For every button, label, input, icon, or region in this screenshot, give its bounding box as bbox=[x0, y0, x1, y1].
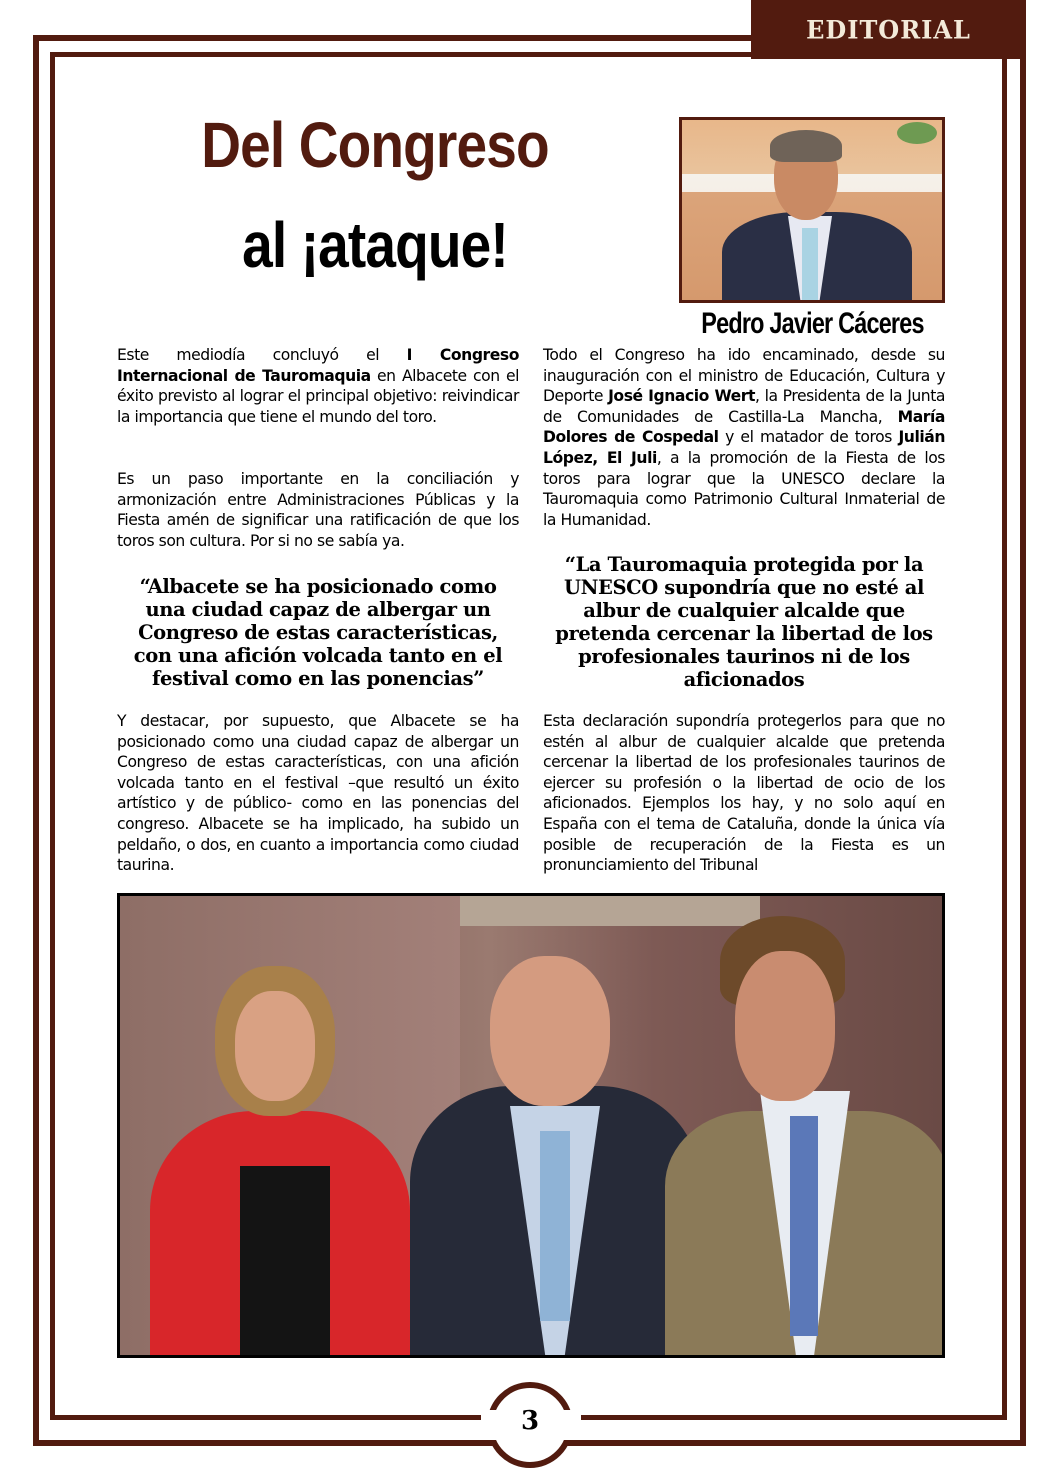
text: Todo el Congreso ha ido encaminado, desde su inauguración con el ministro de Educación, Cultura y Deporte bbox=[543, 346, 945, 406]
left-paragraph-3 bbox=[117, 711, 519, 876]
author-portrait bbox=[679, 117, 945, 303]
photo-woman-face bbox=[235, 991, 315, 1101]
right-paragraph-1 bbox=[543, 345, 945, 530]
left-paragraph-2 bbox=[117, 469, 519, 551]
photo-tie-center bbox=[540, 1131, 570, 1321]
text: Es un paso importante en la conciliación y armonización entre Administraciones Públicas y la Fiesta amén de significar una ratificación de que los toros son cultura. Por si no se sabía ya. bbox=[117, 470, 519, 550]
headline-line-1: Del Congreso bbox=[201, 109, 549, 181]
text: en Albacete con el éxito previsto al lograr el principal objetivo: reivindicar la importancia que tiene el mundo del toro. bbox=[117, 366, 519, 426]
text: , a la promoción de la Fiesta de los toros para lograr que la UNESCO declare la Tauromaquia como Patrimonio Cultural Inmaterial de la Humanidad. bbox=[543, 448, 945, 529]
headline-line-2: al ¡ataque! bbox=[242, 209, 508, 281]
pull-quote-left: “Albacete se ha posicionado como una ciudad capaz de albergar un Congreso de estas características, con una afición volcada tanto en el festival como en las ponencias” bbox=[133, 575, 503, 690]
portrait-tie bbox=[802, 228, 818, 303]
left-paragraph-1 bbox=[117, 345, 519, 427]
text: , la Presidenta de la Junta de Comunidades de Castilla-La Mancha, bbox=[543, 387, 945, 426]
text: Esta declaración supondría protegerlos para que no estén al albur de cualquier alcalde que pretenda cercenar la libertad de los profesionales taurinos de ejercer su profesión o la libertad de ocio de los aficionados. Ejemplos los hay, y no solo aquí en España con el tema de Cataluña, donde la única vía posible de recuperación de la Fiesta es un pronunciamiento del Tribunal bbox=[543, 712, 945, 875]
text: Y destacar, por supuesto, que Albacete se ha posicionado como una ciudad capaz de albergar un Congreso de estas características, con una afición volcada tanto en el festival –que resultó un éxito artístico y de público- como en las ponencias del congreso. Albacete se ha implicado, ha subido un peldaño, o dos, en cuanto a importancia como ciudad taurina. bbox=[117, 712, 519, 875]
photo-tie-right bbox=[790, 1116, 818, 1336]
bold-name-el-juli: Julián López, El Juli bbox=[543, 428, 945, 467]
right-paragraph-2 bbox=[543, 711, 945, 876]
section-tab bbox=[751, 0, 1026, 59]
bold-name-cospedal: María Dolores de Cospedal bbox=[543, 407, 945, 447]
photo-man-center-face bbox=[490, 956, 610, 1106]
main-photo bbox=[117, 893, 945, 1358]
portrait-hair bbox=[770, 130, 842, 162]
text: y el matador de toros bbox=[718, 428, 899, 447]
portrait-plant bbox=[897, 122, 937, 144]
text: Este mediodía concluyó el bbox=[117, 346, 407, 364]
pull-quote-right: “La Tauromaquia protegida por la UNESCO supondría que no esté al albur de cualquier alcalde que pretenda cercenar la libertad de los profesionales taurinos ni de los aficionados bbox=[555, 553, 933, 691]
page-number: 3 bbox=[520, 1406, 540, 1436]
photo-black-top bbox=[240, 1166, 330, 1356]
bold-name-wert: José Ignacio Wert bbox=[608, 387, 756, 406]
photo-man-right-face bbox=[735, 951, 835, 1101]
author-byline: Pedro Javier Cáceres bbox=[701, 307, 924, 340]
photo-ceiling bbox=[460, 896, 760, 926]
page-number-emblem bbox=[487, 1382, 577, 1462]
bold-event-name: I Congreso Internacional de Tauromaquia bbox=[117, 346, 519, 385]
section-tab-label: EDITORIAL bbox=[806, 14, 971, 45]
